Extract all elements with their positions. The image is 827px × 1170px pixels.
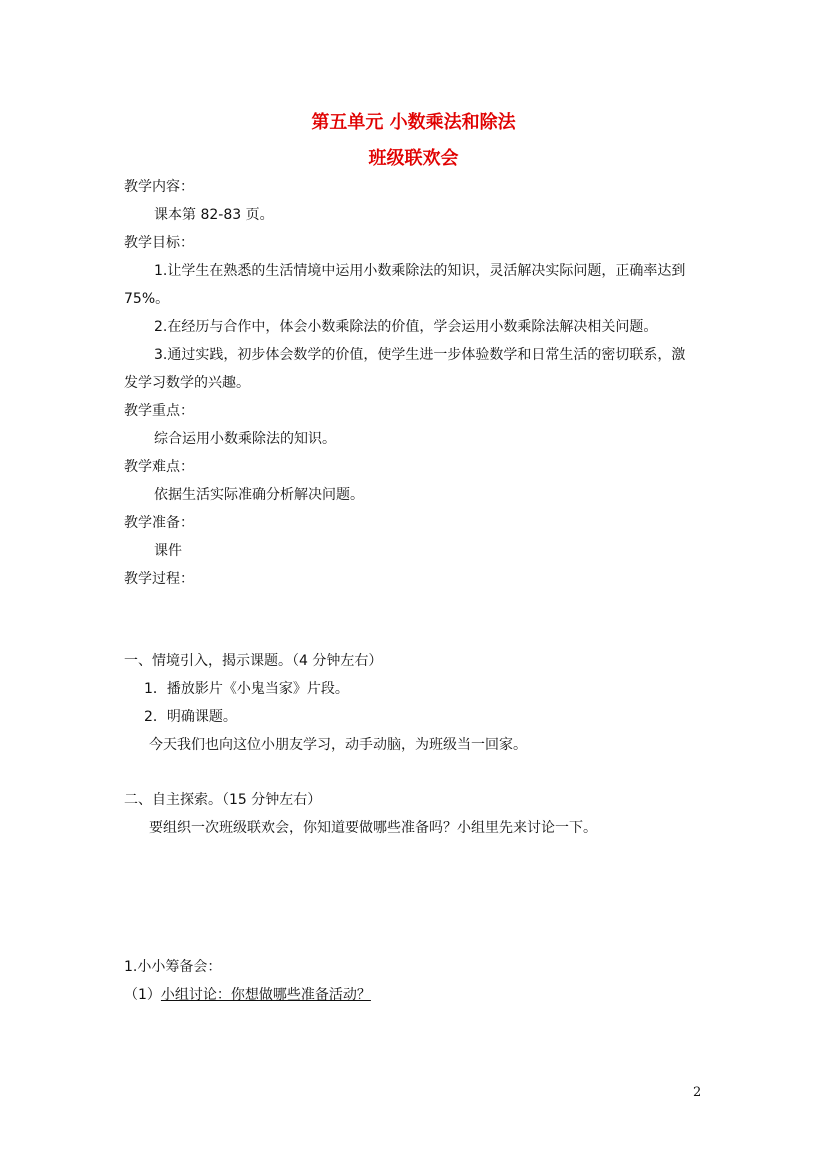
lesson-title: 班级联欢会 <box>368 148 459 169</box>
difficulty-text: 依据生活实际准确分析解决问题。 <box>154 487 364 503</box>
section-2-text: 要组织一次班级联欢会，你知道要做哪些准备吗？小组里先来讨论一下。 <box>149 820 597 836</box>
section-2-heading: 二、自主探索。（15 分钟左右） <box>124 792 322 808</box>
key-heading: 教学重点： <box>124 403 194 419</box>
page-number: 2 <box>693 1085 702 1100</box>
step-1-subitem <box>124 985 371 1005</box>
goal-2: 2.在经历与合作中，体会小数乘除法的价值，学会运用小数乘除法解决相关问题。 <box>154 319 658 335</box>
goal-3-line-2: 发学习数学的兴趣。 <box>124 375 250 391</box>
section-1-item-2: 2．明确课题。 <box>144 709 237 725</box>
section-1-text: 今天我们也向这位小朋友学习，动手动脑，为班级当一回家。 <box>149 737 527 753</box>
process-heading: 教学过程： <box>124 571 194 587</box>
section-1-item-1: 1．播放影片《小鬼当家》片段。 <box>144 681 349 697</box>
prep-heading: 教学准备： <box>124 515 194 531</box>
difficulty-heading: 教学难点： <box>124 459 194 475</box>
content-text: 课本第 82-83 页。 <box>154 207 274 223</box>
goal-1-line-1: 1.让学生在熟悉的生活情境中运用小数乘除法的知识，灵活解决实际问题，正确率达到 <box>154 263 686 279</box>
step-1-subitem-prefix: （1） <box>124 987 161 1003</box>
prep-text: 课件 <box>154 543 182 559</box>
goals-heading: 教学目标： <box>124 235 194 251</box>
goal-1-line-2: 75%。 <box>124 291 170 307</box>
step-1-subitem-text: 小组讨论：你想做哪些准备活动？ <box>160 987 371 1003</box>
goal-3-line-1: 3.通过实践，初步体会数学的价值，使学生进一步体验数学和日常生活的密切联系，激 <box>154 347 686 363</box>
content-heading: 教学内容： <box>124 179 194 195</box>
section-1-heading: 一、情境引入，揭示课题。（4 分钟左右） <box>124 653 383 669</box>
page-title: 第五单元 小数乘法和除法 <box>311 112 516 133</box>
key-text: 综合运用小数乘除法的知识。 <box>154 431 336 447</box>
step-1-heading: 1.小小筹备会： <box>124 959 222 975</box>
